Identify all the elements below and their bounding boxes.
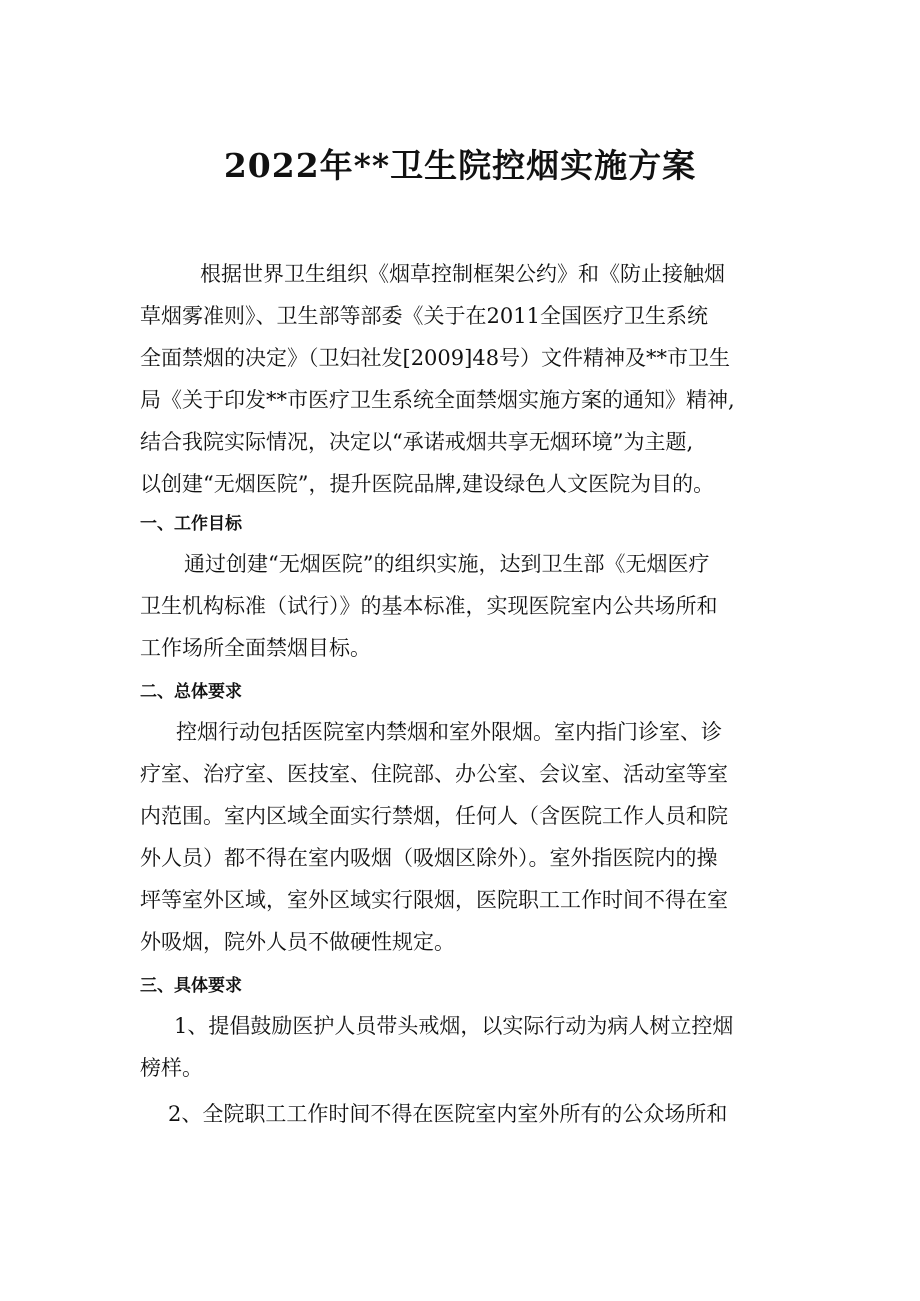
section-heading-goals: 一、工作目标: [140, 514, 242, 534]
requirements-line: 外人员）都不得在室内吸烟（吸烟区除外）。室外指医院内的操: [140, 846, 718, 870]
section-heading-specifics: 三、具体要求: [140, 976, 242, 996]
intro-line: 结合我院实际情况，决定以“承诺戒烟共享无烟环境”为主题,: [140, 430, 694, 454]
requirements-line: 内范围。室内区域全面实行禁烟，任何人（含医院工作人员和院: [140, 804, 728, 828]
goals-line: 通过创建“无烟医院”的组织实施，达到卫生部《无烟医疗: [184, 552, 710, 576]
goals-line: 卫生机构标准（试行）》的基本标准，实现医院室内公共场所和: [140, 594, 718, 618]
specifics-line: 2、全院职工工作时间不得在医院室内室外所有的公众场所和: [168, 1102, 728, 1126]
intro-line: 全面禁烟的决定》（卫妇社发[2009]48号）文件精神及**市卫生: [140, 346, 731, 370]
specifics-line: 1、提倡鼓励医护人员带头戒烟，以实际行动为病人树立控烟: [174, 1014, 734, 1038]
section-heading-requirements: 二、总体要求: [140, 682, 242, 702]
requirements-line: 坪等室外区域，室外区域实行限烟，医院职工工作时间不得在室: [140, 888, 728, 912]
specifics-item-1: [140, 1005, 790, 1089]
requirements-line: 疗室、治疗室、医技室、住院部、办公室、会议室、活动室等室: [140, 762, 728, 786]
document-title: 2022年**卫生院控烟实施方案: [223, 146, 697, 185]
requirements-line: 控烟行动包括医院室内禁烟和室外限烟。室内指门诊室、诊: [176, 720, 722, 744]
intro-line: 以创建“无烟医院”，提升医院品牌,建设绿色人文医院为目的。: [140, 472, 715, 496]
goals-paragraph: [140, 543, 790, 669]
requirements-paragraph: [140, 711, 790, 963]
intro-line: 草烟雾准则》、卫生部等部委《关于在2011全国医疗卫生系统: [140, 304, 708, 328]
specifics-line: 榜样。: [140, 1056, 203, 1080]
intro-line: 根据世界卫生组织《烟草控制框架公约》和《防止接触烟: [200, 262, 725, 286]
intro-line: 局《关于印发**市医疗卫生系统全面禁烟实施方案的通知》精神,: [140, 388, 735, 412]
goals-line: 工作场所全面禁烟目标。: [140, 636, 371, 660]
intro-paragraph: [140, 253, 790, 505]
document-body: [140, 253, 790, 1135]
specifics-item-2: [140, 1093, 790, 1135]
requirements-line: 外吸烟，院外人员不做硬性规定。: [140, 930, 455, 954]
